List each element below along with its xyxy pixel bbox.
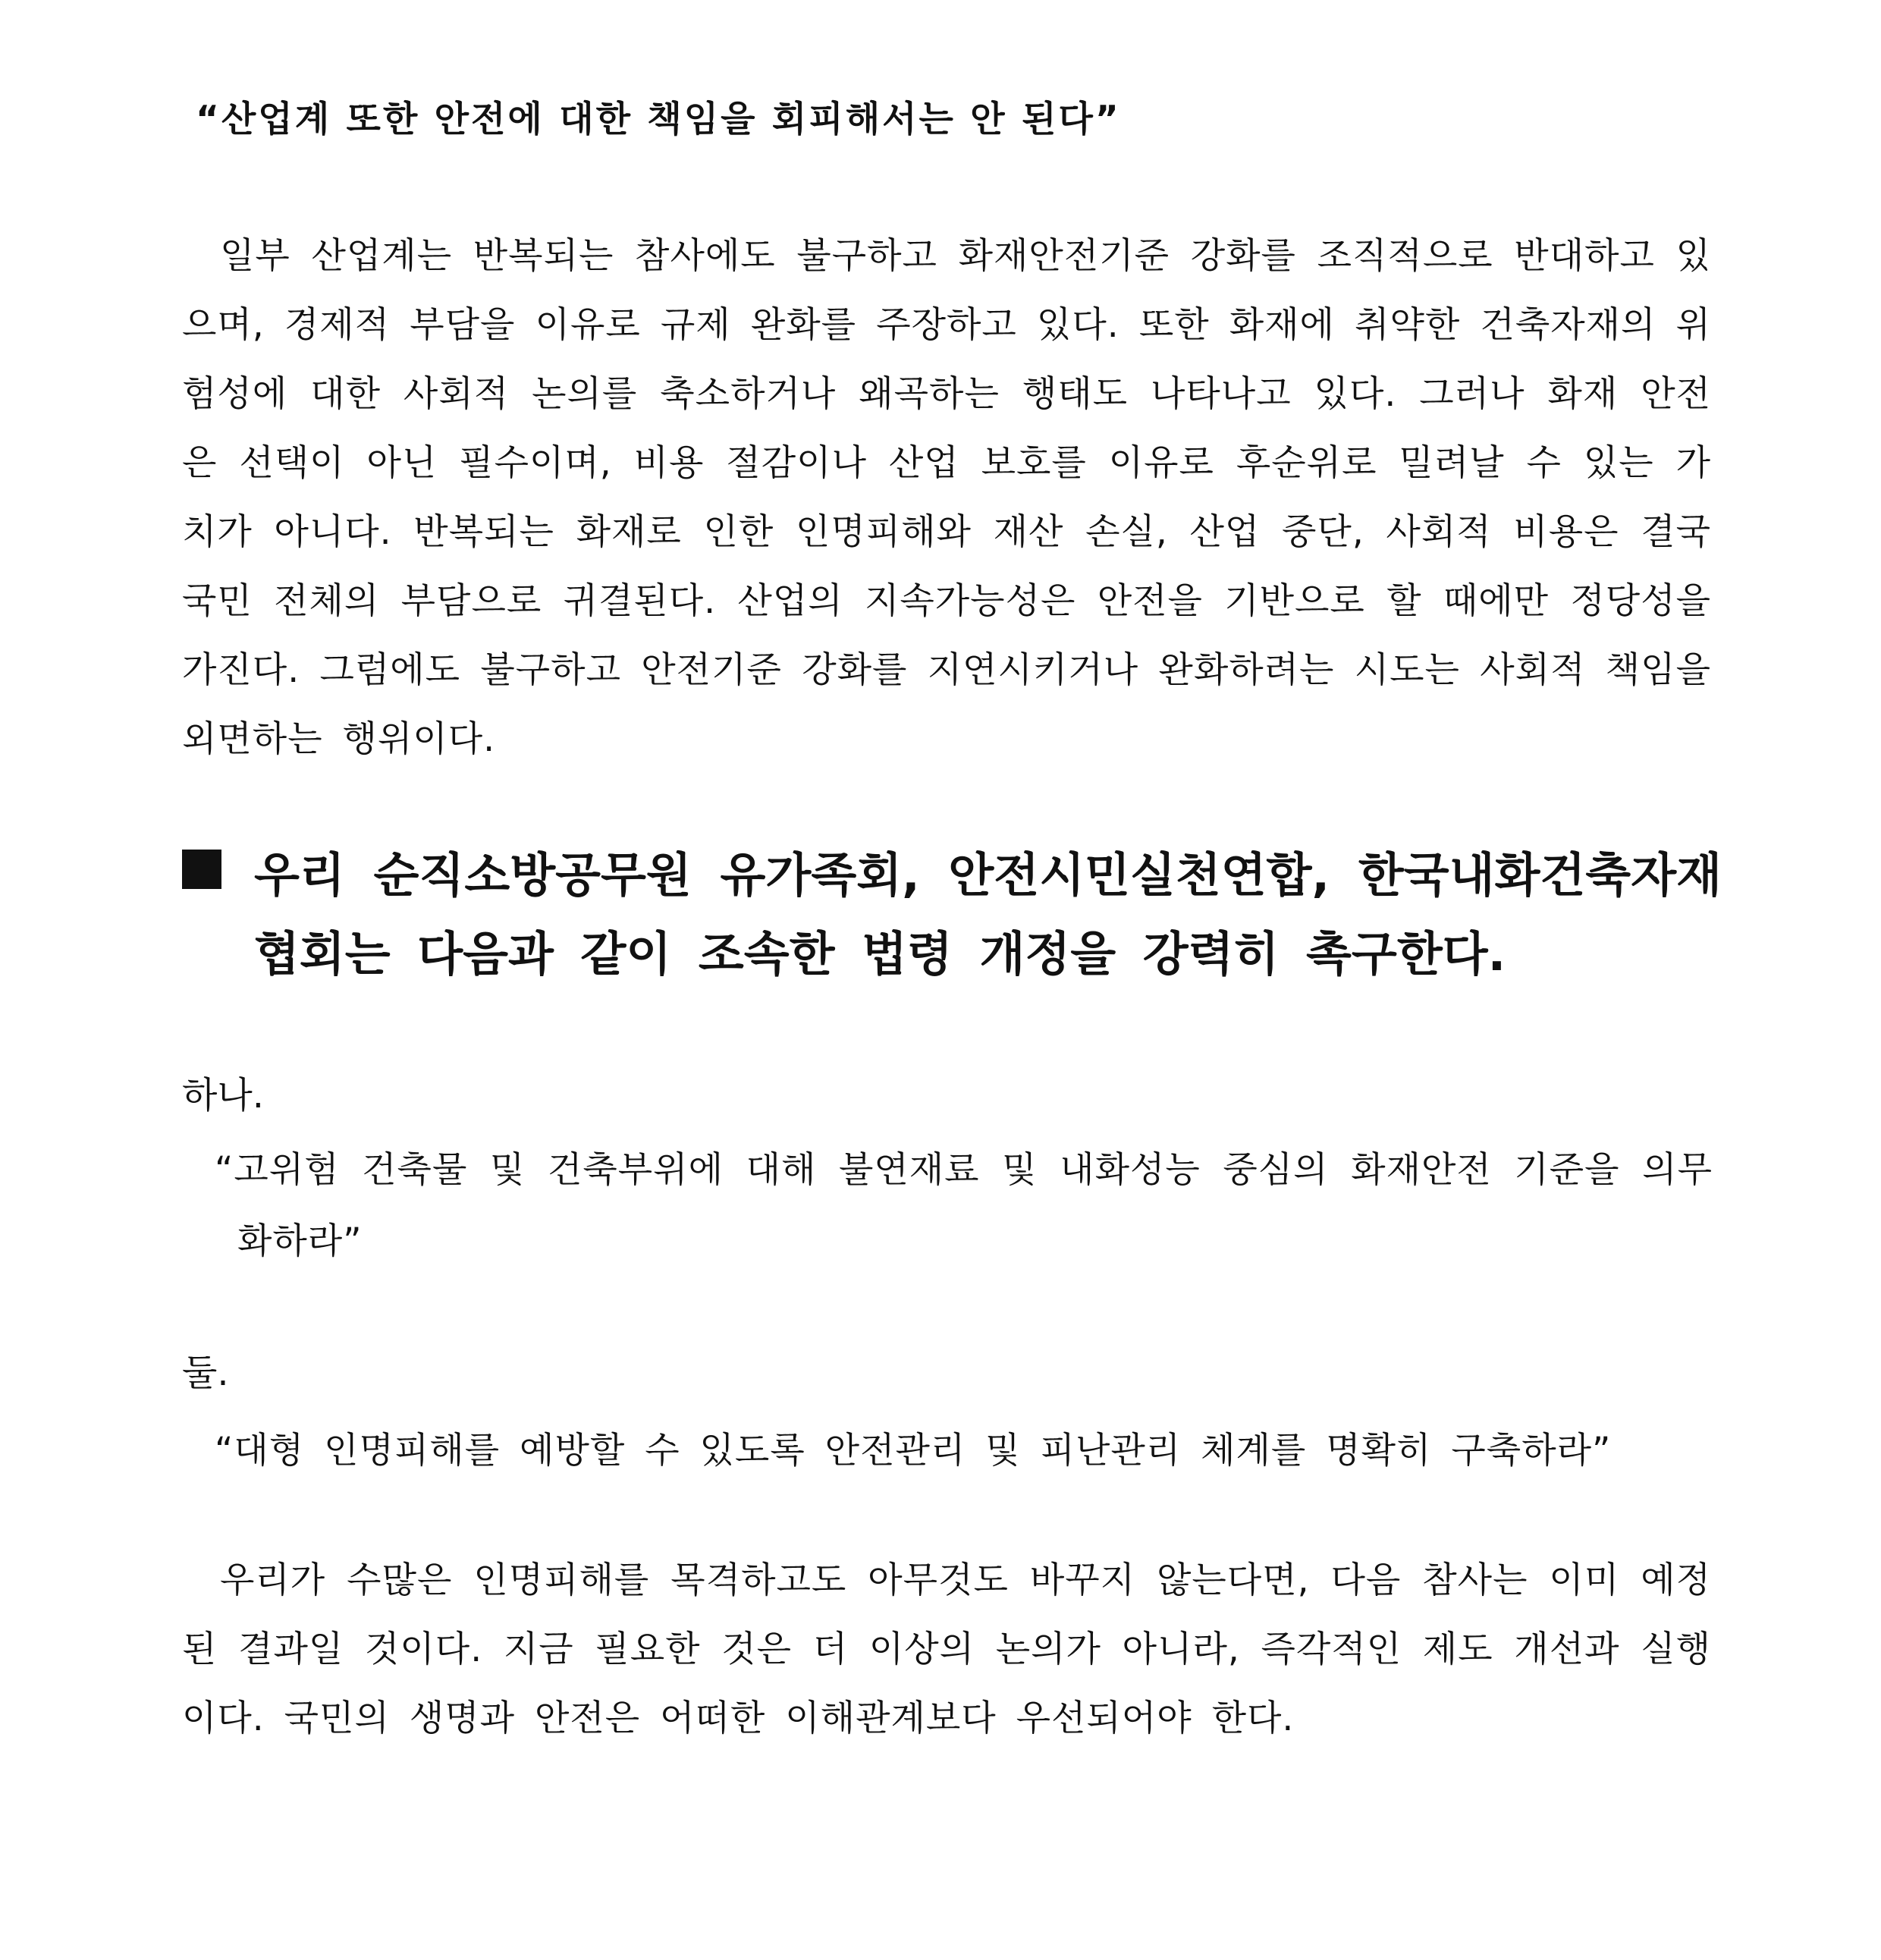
demand-2-label: 둘. — [182, 1352, 229, 1394]
square-bullet-icon — [182, 850, 221, 889]
demand-1-text: “고위험 건축물 및 건축부위에 대해 불연재료 및 내화성능 중심의 화재안전 기준을 의무화하라” — [215, 1149, 1713, 1262]
paragraph-industry-responsibility: 일부 산업계는 반복되는 참사에도 불구하고 화재안전기준 강화를 조직적으로 반대하고 있으며, 경제적 부담을 이유로 규제 완화를 주장하고 있다. 또한 화재에 취약한 건축자재의 위험성에 대한 사회적 논의를 축소하거나 왜곡하는 행태도 나타나고 있다. 그러나 화재 안전은 선택이 아닌 필수이며, 비용 절감이나 산업 보호를 이유로 후순위로 밀려날 수 있는 가치가 아니다. 반복되는 화재로 인한 인명피해와 재산 손실, 산업 중단, 사회적 비용은 결국 국민 전체의 부담으로 귀결된다. 산업의 지속가능성은 안전을 기반으로 할 때에만 정당성을 가진다. 그럼에도 불구하고 안전기준 강화를 지연시키거나 완화하려는 시도는 사회적 책임을 외면하는 행위이다. — [182, 235, 1711, 760]
section-heading-text: 우리 순직소방공무원 유가족회, 안전시민실천연합, 한국내화건축자재협회는 다음과 같이 조속한 법령 개정을 강력히 촉구한다. — [254, 847, 1722, 982]
paragraph-conclusion: 우리가 수많은 인명피해를 목격하고도 아무것도 바꾸지 않는다면, 다음 참사는 이미 예정된 결과일 것이다. 지금 필요한 것은 더 이상의 논의가 아니라, 즉각적인 제도 개선과 실행이다. 국민의 생명과 안전은 어떠한 이해관계보다 우선되어야 한다. — [182, 1560, 1711, 1739]
demand-1-label: 하나. — [182, 1074, 264, 1117]
demand-2-text: “대형 인명피해를 예방할 수 있도록 안전관리 및 피난관리 체계를 명확히 구축하라” — [215, 1430, 1612, 1472]
section-heading — [182, 836, 1722, 994]
heading-quote: “산업계 또한 안전에 대한 책임을 회피해서는 안 된다” — [196, 99, 1121, 140]
